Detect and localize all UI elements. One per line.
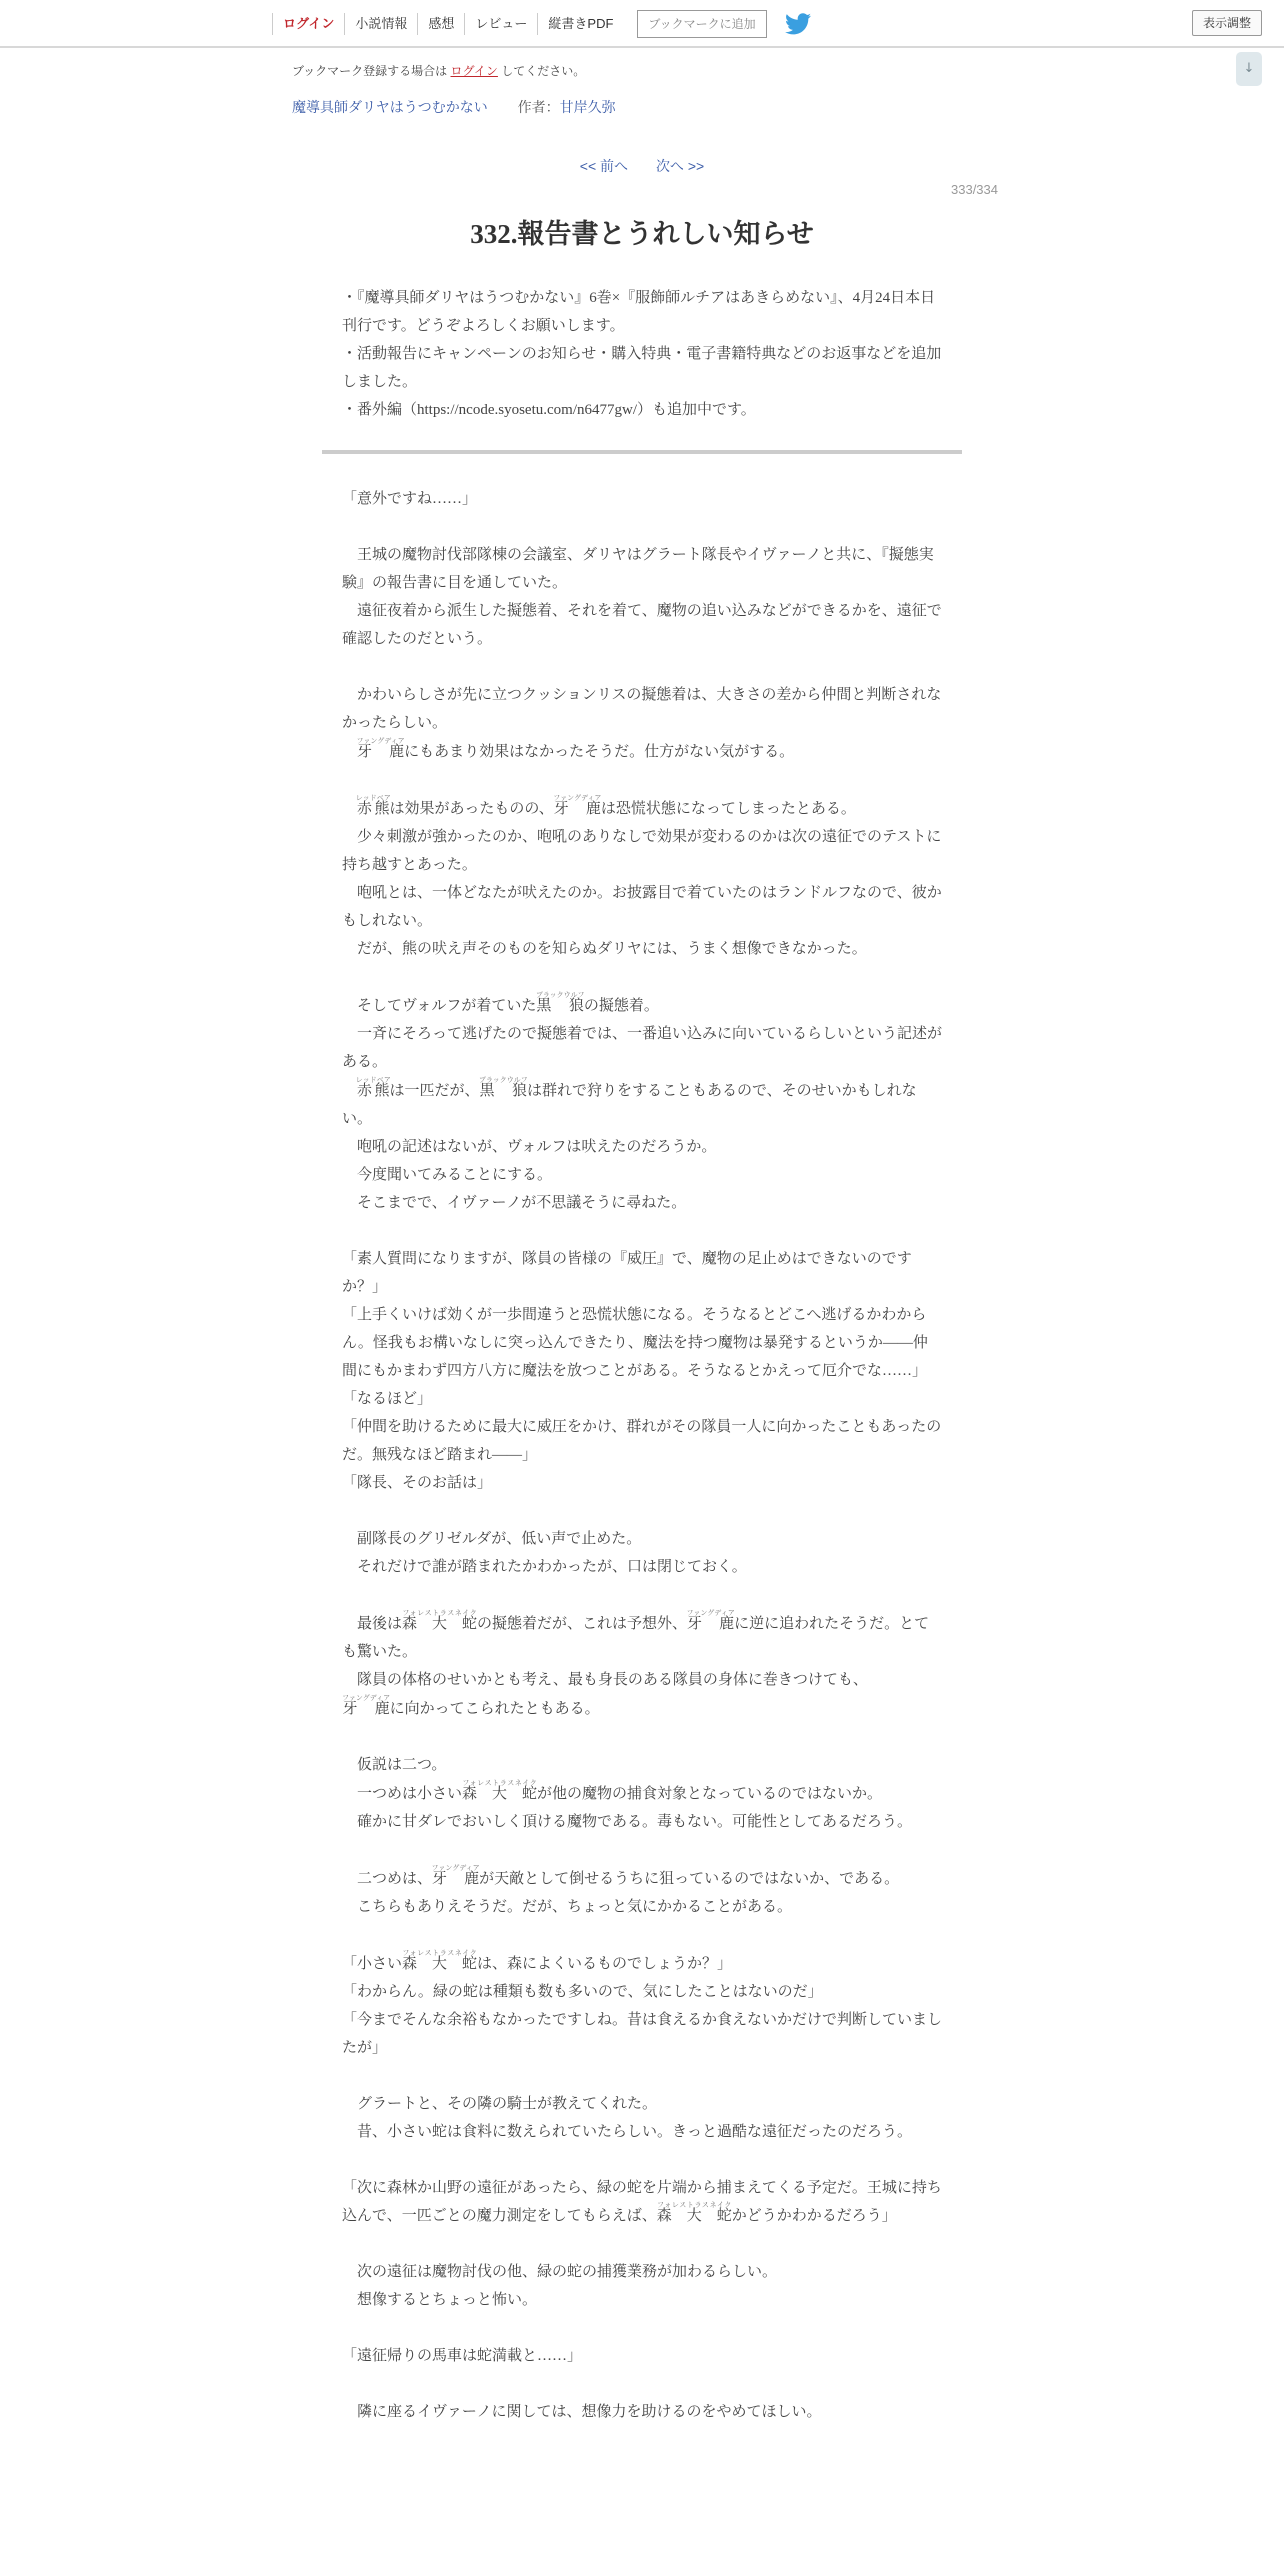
ruby-base: 黒 狼	[478, 1083, 528, 1099]
text-run: 最後は	[342, 1616, 403, 1632]
twitter-icon[interactable]	[785, 13, 811, 35]
ruby-fang-deer	[342, 1694, 391, 1717]
notice-suffix: してください。	[501, 64, 586, 78]
notice-prefix: ブックマーク登録する場合は	[292, 64, 448, 78]
bookmark-login-notice	[292, 62, 585, 79]
nav-impressions[interactable]: 感想	[417, 13, 464, 35]
body-paragraph: 想像するとちょっと怖い。	[342, 2292, 538, 2308]
body-paragraph: 「意外ですね……」	[342, 491, 478, 507]
nav-novel-info[interactable]: 小説情報	[344, 13, 417, 35]
body-paragraph: 「素人質問になりますが、隊員の皆様の『威圧』で、魔物の足止めはできないのですか？」	[342, 1251, 912, 1295]
ruby-forest-snake	[402, 1949, 478, 1972]
body-paragraph: 一斉にそろって逃げたので擬態着では、一番追い込みに向いているらしいという記述がある。	[342, 1026, 943, 1070]
body-paragraph: 確かに甘ダレでおいしく頂ける魔物である。毒もない。可能性としてあるだろう。	[342, 1814, 913, 1830]
ruby-forest-snake	[656, 2201, 732, 2224]
text-run: かどうかわかるだろう」	[731, 2208, 897, 2224]
author-link[interactable]: 甘岸久弥	[559, 99, 616, 115]
text-run: は一匹だが、	[389, 1083, 480, 1099]
ruby-fang-deer	[553, 794, 602, 817]
text-run: にもあまり効果はなかったそうだ。仕方がない気がする。	[404, 744, 795, 760]
ruby-base: 牙 鹿	[553, 801, 602, 817]
nav-login[interactable]: ログイン	[272, 13, 344, 35]
top-navigation	[0, 0, 1284, 48]
blank-line	[342, 2314, 942, 2342]
ruby-base: 牙 鹿	[431, 1871, 480, 1887]
text-run: は群れで狩りをすることもあるので、そのせいかもしれない。	[342, 1083, 917, 1127]
ruby-text: フォレストラスネイク	[462, 1779, 538, 1787]
body-paragraph	[342, 1076, 942, 1133]
blank-line	[342, 513, 942, 541]
blank-line	[342, 963, 942, 991]
body-paragraph	[342, 1949, 942, 1978]
body-paragraph	[342, 991, 942, 1020]
ruby-text: ファングディア	[356, 737, 405, 745]
ruby-base: 牙 鹿	[356, 744, 405, 760]
preface-line: ・番外編（https://ncode.syosetu.com/n6477gw/）も追加中です。	[342, 402, 756, 418]
body-paragraph: かわいらしさが先に立つクッションリスの擬態着は、大きさの差から仲間と判断されなかったらしい。	[342, 687, 942, 731]
text-run: が天敵として倒せるうちに狙っているのではないか、である。	[479, 1871, 900, 1887]
ruby-base: 森 大 蛇	[656, 2208, 732, 2224]
add-bookmark-button[interactable]: ブックマークに追加	[637, 10, 766, 38]
body-paragraph: 今度聞いてみることにする。	[342, 1167, 553, 1183]
preface	[342, 284, 942, 424]
ruby-base: 牙 鹿	[686, 1616, 735, 1632]
ruby-text: フォレストラスネイク	[402, 1949, 478, 1957]
blank-line	[342, 1836, 942, 1864]
text-run: 「次に森林か山野の遠征があったら、緑の蛇を片端から捕まえてくる予定だ。王城に持ち込んで、一匹ごとの魔力測定をしてもらえば、	[342, 2180, 942, 2224]
preface-line: ・『魔導具師ダリヤはうつむかない』6巻×『服飾師ルチアはあきらめない』、4月24日本日刊行です。どうぞよろしくお願いします。	[342, 290, 936, 334]
text-run	[342, 744, 357, 760]
ruby-base: 森 大 蛇	[402, 1616, 478, 1632]
body-paragraph: 少々刺激が強かったのか、咆吼のありなしで効果が変わるのかは次の遠征でのテストに持ち越すとあった。	[342, 829, 942, 873]
blank-line	[342, 1581, 942, 1609]
body-paragraph: 「仲間を助けるために最大に威圧をかけ、群れがその隊員一人に向かったこともあったのだ。無残なほど踏まれ――」	[342, 1419, 942, 1463]
ruby-black-wolf	[535, 991, 585, 1014]
body-paragraph: 「今までそんな余裕もなかったですしね。昔は食えるか食えないかだけで判断していましたが」	[342, 2012, 943, 2056]
ruby-red-bear	[355, 1076, 391, 1099]
ruby-text: ファングディア	[431, 1864, 480, 1872]
ruby-text: ブラックウルフ	[478, 1076, 528, 1084]
preface-divider	[322, 450, 962, 454]
preface-line: ・活動報告にキャンペーンのお知らせ・購入特典・電子書籍特典などのお返事などを追加しました。	[342, 346, 942, 390]
scroll-down-button[interactable]: ↓	[1236, 52, 1262, 86]
body-paragraph	[342, 1609, 942, 1666]
ruby-fang-deer	[431, 1864, 480, 1887]
body-paragraph: 「なるほど」	[342, 1391, 433, 1407]
text-run: は恐慌状態になってしまったとある。	[600, 801, 856, 817]
ruby-text: レッドベア	[355, 794, 391, 802]
body-paragraph: 仮説は二つ。	[342, 1757, 447, 1773]
blank-line	[342, 2146, 942, 2174]
chapter-pager	[0, 156, 1284, 176]
novel-body	[342, 485, 942, 2426]
text-run: は効果があったものの、	[389, 801, 554, 817]
body-paragraph	[342, 737, 942, 766]
body-paragraph: グラートと、その隣の騎士が教えてくれた。	[342, 2096, 658, 2112]
body-paragraph: 咆吼の記述はないが、ヴォルフは吠えたのだろうか。	[342, 1139, 717, 1155]
notice-login-link[interactable]: ログイン	[450, 64, 498, 78]
ruby-forest-snake	[402, 1609, 478, 1632]
body-paragraph: 遠征夜着から派生した擬態着、それを着て、魔物の追い込みなどができるかを、遠征で確認したのだという。	[342, 603, 942, 647]
novel-title-link[interactable]: 魔導具師ダリヤはうつむかない	[292, 99, 488, 115]
body-paragraph: そこまでで、イヴァーノが不思議そうに尋ねた。	[342, 1195, 687, 1211]
body-paragraph: 次の遠征は魔物討伐の他、緑の蛇の捕獲業務が加わるらしい。	[342, 2264, 778, 2280]
text-run: の擬態着。	[583, 998, 659, 1014]
display-settings-button[interactable]: 表示調整	[1192, 10, 1262, 36]
chapter-title: 332.報告書とうれしい知らせ	[470, 219, 814, 249]
blank-line	[342, 2370, 942, 2398]
blank-line	[342, 653, 942, 681]
text-run	[342, 1083, 357, 1099]
blank-line	[342, 1723, 942, 1751]
ruby-text: レッドベア	[355, 1076, 391, 1084]
body-paragraph: 隊員の体格のせいかとも考え、最も身長のある隊員の身体に巻きつけても、	[342, 1672, 868, 1688]
body-paragraph: 咆吼とは、一体どなたが吠えたのか。お披露目で着ていたのはランドルフなので、彼かもしれない。	[342, 885, 942, 929]
body-paragraph: だが、熊の吠え声そのものを知らぬダリヤには、うまく想像できなかった。	[342, 941, 867, 957]
body-paragraph: 「遠征帰りの馬車は蛇満載と……」	[342, 2348, 583, 2364]
body-paragraph: 「隊長、そのお話は」	[342, 1475, 493, 1491]
body-paragraph	[342, 2174, 942, 2230]
body-paragraph: それだけで誰が踏まれたかわかったが、口は閉じておく。	[342, 1559, 747, 1575]
text-run: の擬態着だが、これは予想外、	[477, 1616, 688, 1632]
ruby-base: 森 大 蛇	[462, 1786, 538, 1802]
text-run: そしてヴォルフが着ていた	[342, 998, 537, 1014]
text-run: 二つめは、	[342, 1871, 433, 1887]
novel-info-line	[292, 97, 616, 117]
text-run: 「小さい	[342, 1956, 403, 1972]
ruby-forest-snake	[462, 1779, 538, 1802]
blank-line	[342, 2062, 942, 2090]
body-paragraph	[342, 1779, 942, 1808]
ruby-text: フォレストラスネイク	[656, 2201, 732, 2209]
blank-line	[342, 1921, 942, 1949]
next-chapter-link[interactable]: 次へ >>	[655, 158, 705, 174]
ruby-base: 黒 狼	[535, 998, 585, 1014]
body-paragraph: 「わからん。緑の蛇は種類も数も多いので、気にしたことはないのだ」	[342, 1984, 823, 2000]
blank-line	[342, 766, 942, 794]
author-label: 作者：	[517, 99, 560, 115]
nav-vertical-pdf[interactable]: 縦書きPDF	[537, 13, 623, 35]
chapter-count: 333/334	[951, 182, 998, 197]
ruby-fang-deer	[686, 1609, 735, 1632]
text-run: に逆に追われたそうだ。とても驚いた。	[342, 1616, 930, 1660]
ruby-base: 赤熊	[355, 1083, 391, 1099]
body-paragraph: 副隊長のグリゼルダが、低い声で止めた。	[342, 1531, 642, 1547]
text-run: が他の魔物の捕食対象となっているのではないか。	[537, 1786, 883, 1802]
ruby-text: ファングディア	[686, 1609, 735, 1617]
nav-review[interactable]: レビュー	[464, 13, 537, 35]
body-paragraph: 昔、小さい蛇は食料に数えられていたらしい。きっと過酷な遠征だったのだろう。	[342, 2124, 913, 2140]
text-run	[342, 801, 357, 817]
ruby-black-wolf	[478, 1076, 528, 1099]
blank-line	[342, 1497, 942, 1525]
ruby-text: ファングディア	[342, 1694, 391, 1702]
body-paragraph: 「上手くいけば効くが一歩間違うと恐慌状態になる。そうなるとどこへ逃げるかわからん。怪我もお構いなしに突っ込んできたり、魔法を持つ魔物は暴発するというか――仲間にもかまわず四方八方に魔法を放つことがある。そうなるとかえって厄介でな……」	[342, 1307, 928, 1379]
body-paragraph: 王城の魔物討伐部隊棟の会議室、ダリヤはグラート隊長やイヴァーノと共に、『擬態実験』の報告書に目を通していた。	[342, 547, 934, 591]
ruby-red-bear	[355, 794, 391, 817]
body-paragraph: 隣に座るイヴァーノに関しては、想像力を助けるのをやめてほしい。	[342, 2404, 822, 2420]
ruby-base: 赤熊	[355, 801, 391, 817]
ruby-text: フォレストラスネイク	[402, 1609, 478, 1617]
body-paragraph	[342, 1864, 942, 1893]
body-paragraph	[342, 794, 942, 823]
prev-chapter-link[interactable]: << 前へ	[579, 158, 629, 174]
body-paragraph: こちらもありえそうだ。だが、ちょっと気にかかることがある。	[342, 1899, 793, 1915]
ruby-fang-deer	[356, 737, 405, 760]
ruby-base: 牙 鹿	[342, 1701, 391, 1717]
text-run: は、森によくいるものでしょうか？」	[477, 1956, 733, 1972]
nav-menu	[272, 10, 811, 38]
ruby-base: 森 大 蛇	[402, 1956, 478, 1972]
blank-line	[342, 1217, 942, 1245]
text-run: 一つめは小さい	[342, 1786, 463, 1802]
text-run: に向かってこられたともある。	[389, 1701, 600, 1717]
blank-line	[342, 2230, 942, 2258]
body-paragraph	[342, 1694, 942, 1723]
ruby-text: ファングディア	[553, 794, 602, 802]
ruby-text: ブラックウルフ	[535, 991, 585, 999]
